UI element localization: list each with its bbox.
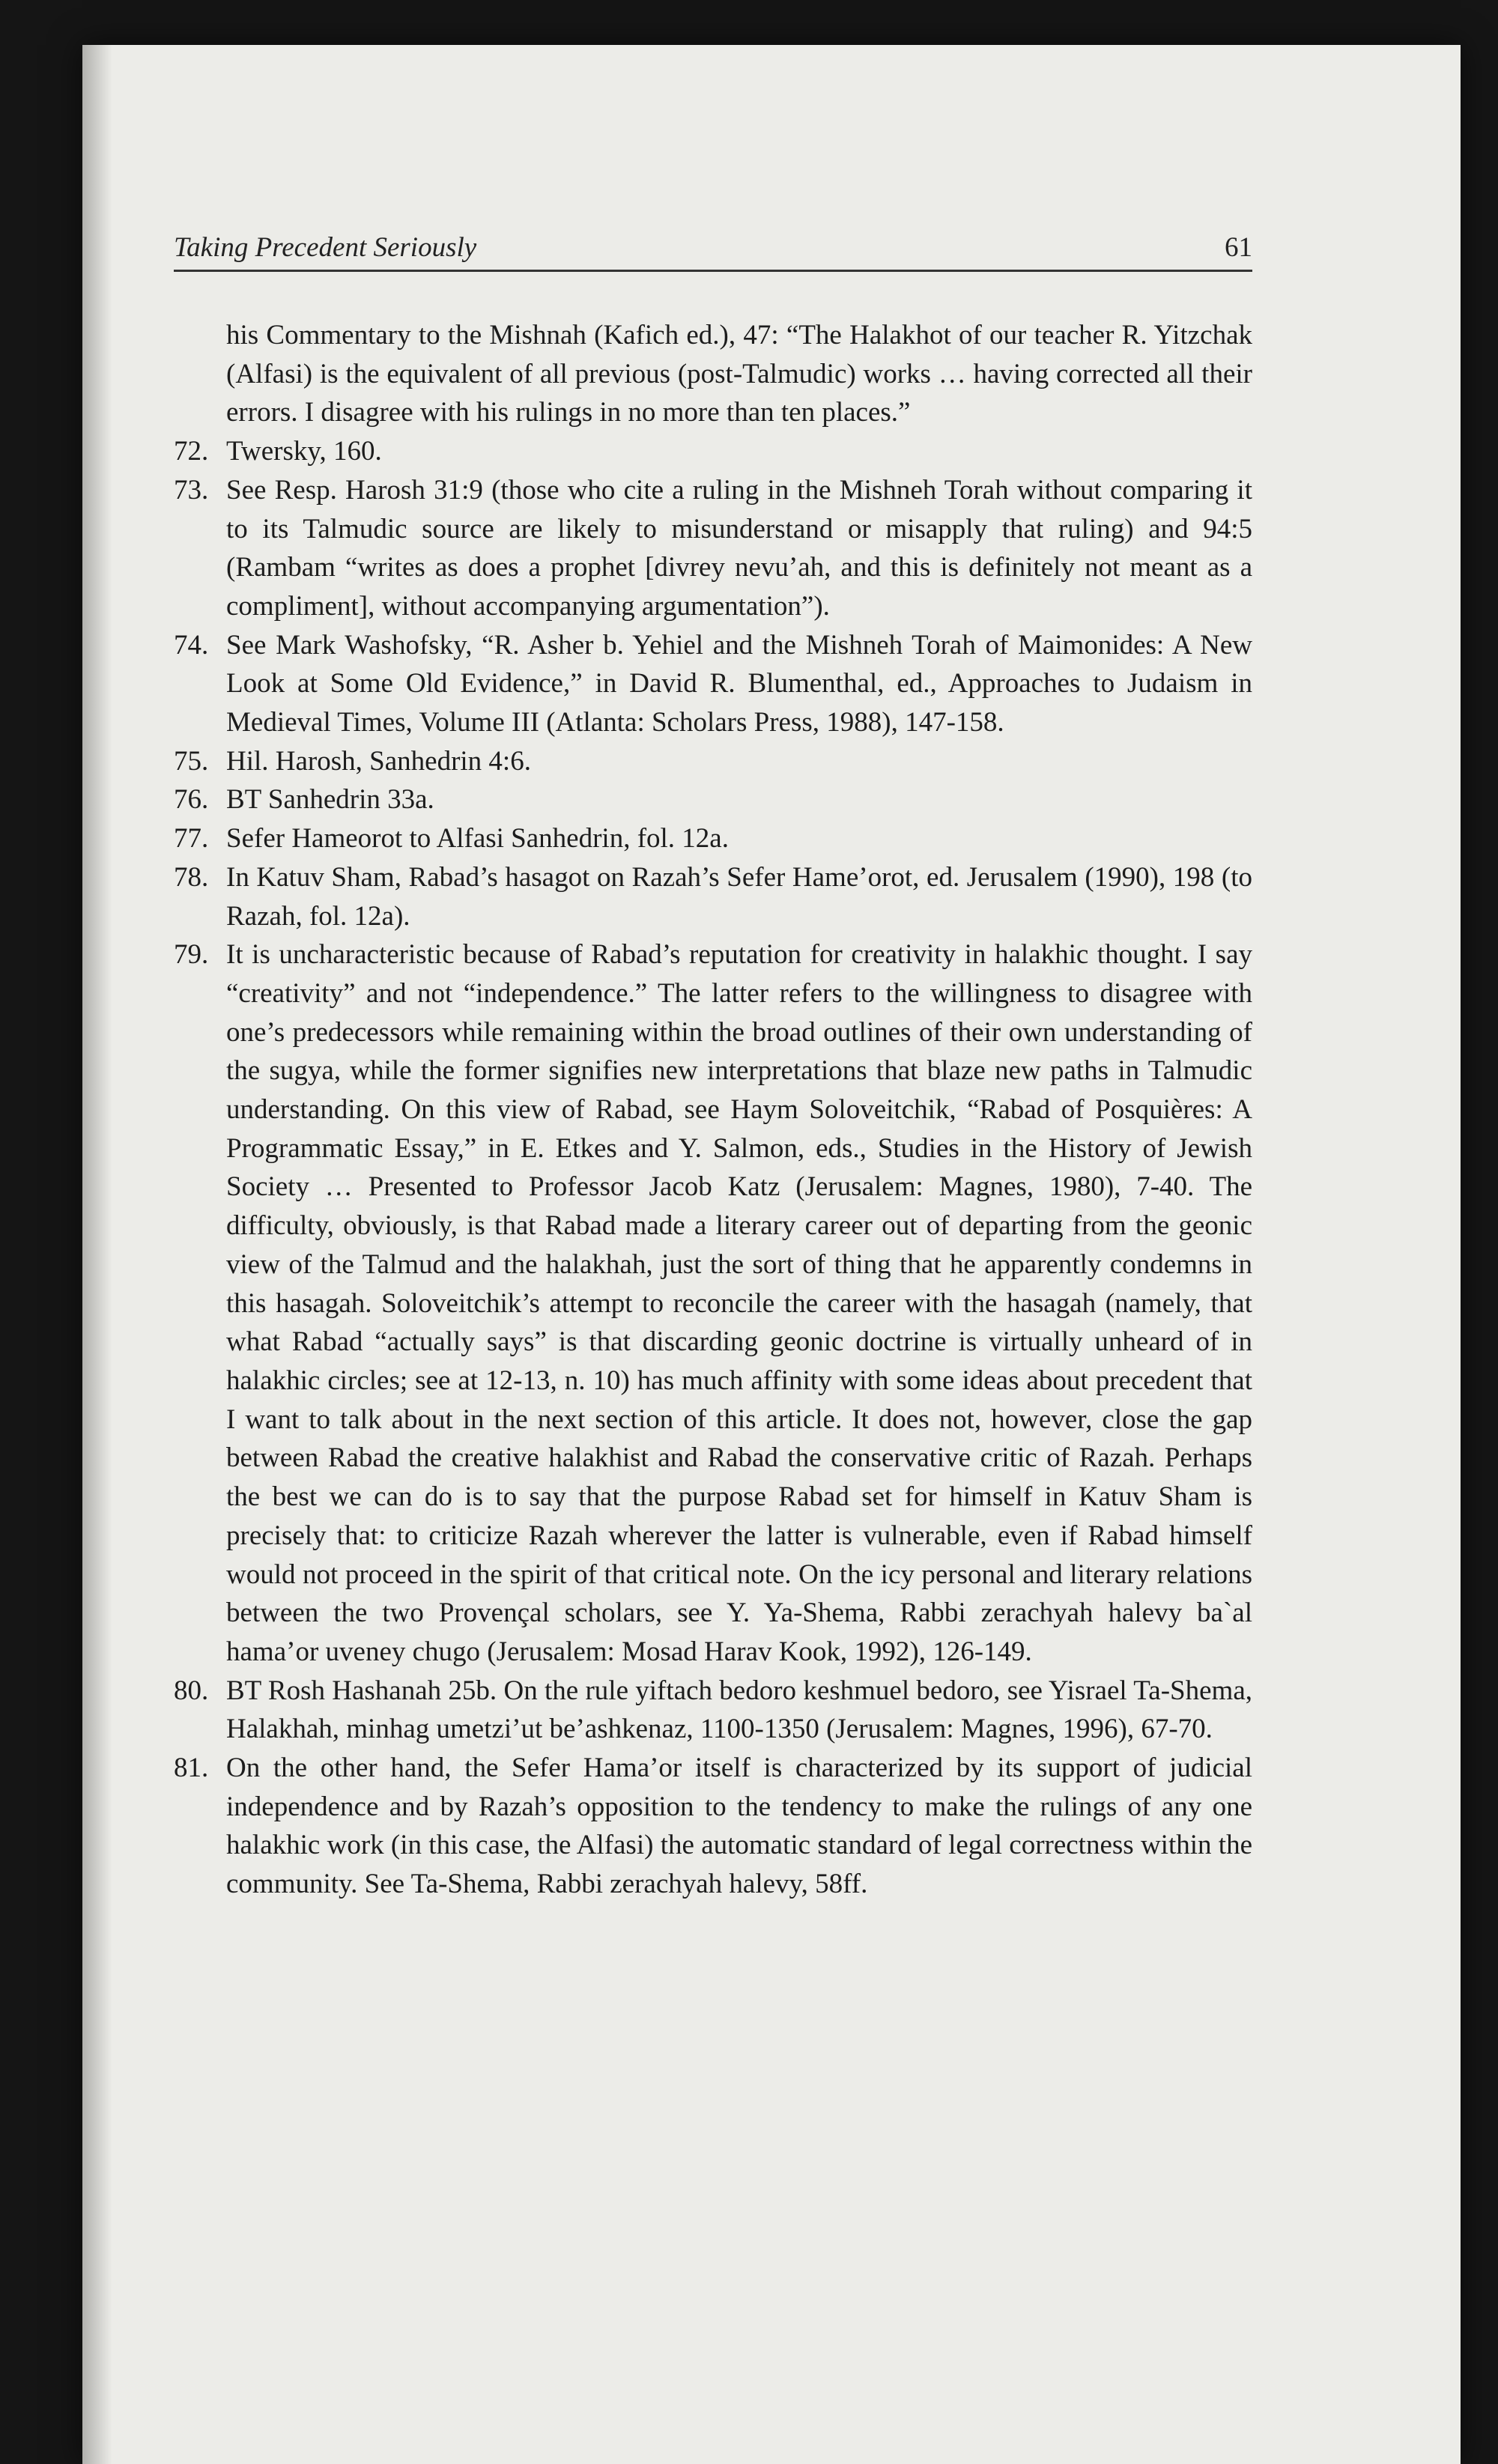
note-number: 74. xyxy=(174,629,209,661)
note-81 xyxy=(174,1749,1252,1904)
note-continuation: his Commentary to the Mishnah (Kafich ed.), 47: “The Halakhot of our teacher R. Yitzchak (Alfasi) is the equivalent of all previous (post-Talmudic) works … having corrected all their errors. I disagree with his rulings in no more than ten places.” xyxy=(226,320,1252,428)
note-number: 77. xyxy=(174,823,209,855)
note-text: BT Sanhedrin 33a. xyxy=(226,784,434,816)
note-text: On the other hand, the Sefer Hama’or itself is characterized by its support of judicial independence and by Razah’s opposition to the tendency to make the rulings of any one halakhic work (in this case, the Alfasi) the automatic standard of legal correctness within the community. See Ta-Shema, Rabbi zerachyah halevy, 58ff. xyxy=(226,1753,1252,1900)
note-76 xyxy=(174,780,1252,819)
page-number: 61 xyxy=(1225,232,1252,263)
page-gutter-shadow xyxy=(82,45,112,2464)
note-75 xyxy=(174,742,1252,781)
note-number: 79. xyxy=(174,939,209,971)
note-77 xyxy=(174,819,1252,858)
note-text: Sefer Hameorot to Alfasi Sanhedrin, fol. 12a. xyxy=(226,823,729,855)
note-text: See Resp. Harosh 31:9 (those who cite a ruling in the Mishneh Torah without comparing it to its Talmudic source are likely to misunderstand or misapply that ruling) and 94:5 (Rambam “writes as does a prophet [divrey nevu’ah, and this is definitely not meant as a compliment], without accompanying argumentation”). xyxy=(226,474,1252,622)
note-number: 75. xyxy=(174,745,209,777)
note-text: Twersky, 160. xyxy=(226,436,382,467)
note-text: In Katuv Sham, Rabad’s hasagot on Razah’s Sefer Hame’orot, ed. Jerusalem (1990), 198 (to Razah, fol. 12a). xyxy=(226,861,1252,932)
note-text: See Mark Washofsky, “R. Asher b. Yehiel and the Mishneh Torah of Maimonides: A New Look at Some Old Evidence,” in David R. Blumenthal, ed., Approaches to Judaism in Medieval Times, Volume III (Atlanta: Scholars Press, 1988), 147-158. xyxy=(226,629,1252,738)
note-number: 81. xyxy=(174,1753,209,1784)
note-number: 72. xyxy=(174,436,209,467)
running-title: Taking Precedent Seriously xyxy=(174,232,477,263)
note-number: 76. xyxy=(174,784,209,816)
note-number: 78. xyxy=(174,861,209,893)
note-text: It is uncharacteristic because of Rabad’s reputation for creativity in halakhic thought. I say “creativity” and not “independence.” The latter refers to the willingness to disagree with one’s predecessors while remaining within the broad outlines of their own understanding of the sugya, while the former signifies new interpretations that blaze new paths in Talmudic understanding. On this view of Rabad, see Haym Soloveitchik, “Rabad of Posquières: A Programmatic Essay,” in E. Etkes and Y. Salmon, eds., Studies in the History of Jewish Society … Presented to Professor Jacob Katz (Jerusalem: Magnes, 1980), 7-40. The difficulty, obviously, is that Rabad made a literary career out of departing from the geonic view of the Talmud and the halakhah, just the sort of thing that he apparently condemns in this hasagah. Soloveitchik’s attempt to reconcile the career with the hasagah (namely, that what Rabad “actually says” is that discarding geonic doctrine is virtually unheard of in halakhic circles; see at 12-13, n. 10) has much affinity with some ideas about precedent that I want to talk about in the next section of this article. It does not, however, close the gap between Rabad the creative halakhist and Rabad the conservative critic of Razah. Perhaps the best we can do is to say that the purpose Rabad set for himself in Katuv Sham is precisely that: to criticize Razah wherever the latter is vulnerable, even if Rabad himself would not proceed in the spirit of that critical note. On the icy personal and literary relations between the two Provençal scholars, see Y. Ya-Shema, Rabbi zerachyah halevy ba`al hama’or uveney chugo (Jerusalem: Mosad Harav Kook, 1992), 126-149. xyxy=(226,939,1252,1667)
note-72 xyxy=(174,432,1252,471)
note-73 xyxy=(174,471,1252,626)
page-header xyxy=(174,225,1252,272)
note-number: 73. xyxy=(174,474,209,506)
note-78 xyxy=(174,858,1252,935)
note-text: BT Rosh Hashanah 25b. On the rule yiftach bedoro keshmuel bedoro, see Yisrael Ta-Shema, Halakhah, minhag umetzi’ut be’ashkenaz, 1100-1350 (Jerusalem: Magnes, 1996), 67-70. xyxy=(226,1675,1252,1745)
note-number: 80. xyxy=(174,1675,209,1706)
endnotes-list xyxy=(174,316,1252,1904)
note-74 xyxy=(174,626,1252,742)
note-text: Hil. Harosh, Sanhedrin 4:6. xyxy=(226,745,531,777)
note-79 xyxy=(174,935,1252,1671)
note-80 xyxy=(174,1672,1252,1749)
